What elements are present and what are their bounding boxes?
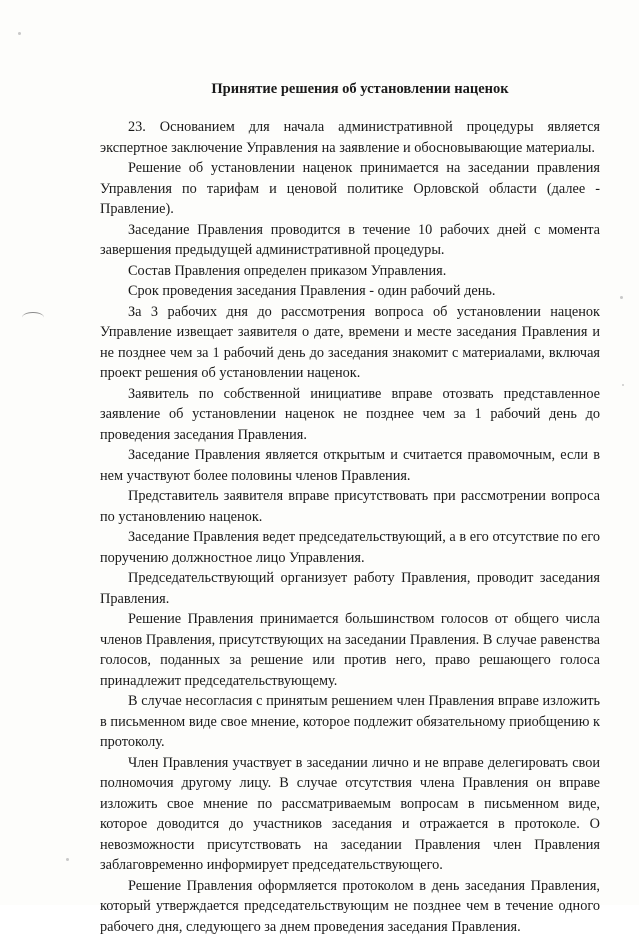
scan-speck — [622, 384, 624, 386]
paragraph: Заседание Правления является открытым и считается правомочным, если в нем участвуют более половины членов Правления. — [100, 445, 600, 486]
paragraph: Решение об установлении наценок принимается на заседании правления Управления по тарифам и ценовой политике Орловской области (далее - Правление). — [100, 158, 600, 220]
paragraph: Заседание Правления проводится в течение 10 рабочих дней с момента завершения предыдущей административной процедуры. — [100, 220, 600, 261]
paragraph: Решение Правления принимается большинством голосов от общего числа членов Правления, присутствующих на заседании Правления. В случае равенства голосов, поданных за решение или против него, право решающего голоса принадлежит председательствующему. — [100, 609, 600, 691]
paragraph: Срок проведения заседания Правления - один рабочий день. — [100, 281, 600, 302]
paragraph: Заявитель по собственной инициативе вправе отозвать представленное заявление об установлении наценок не позднее чем за 1 рабочий день до проведения заседания Правления. — [100, 384, 600, 446]
paragraph: Представитель заявителя вправе присутствовать при рассмотрении вопроса по установлению наценок. — [100, 486, 600, 527]
paragraph: Председательствующий организует работу Правления, проводит заседания Правления. — [100, 568, 600, 609]
paragraph: Заседание Правления ведет председательствующий, а в его отсутствие по его поручению должностное лицо Управления. — [100, 527, 600, 568]
paragraph: За 3 рабочих дня до рассмотрения вопроса об установлении наценок Управление извещает заявителя о дате, времени и месте заседания Правления и не позднее чем за 1 рабочий день до заседания знакомит с материалами, включая проект решения об установлении наценок. — [100, 302, 600, 384]
scan-speck — [18, 32, 21, 35]
paragraph: В случае несогласия с принятым решением член Правления вправе изложить в письменном виде свое мнение, которое подлежит обязательному приобщению к протоколу. — [100, 691, 600, 753]
paragraph: Состав Правления определен приказом Управления. — [100, 261, 600, 282]
paragraph: Член Правления участвует в заседании лично и не вправе делегировать свои полномочия другому лицу. В случае отсутствия члена Правления он вправе изложить свое мнение по рассматриваемым вопросам в письменном виде, которое доводится до участников заседания и отражается в протоколе. О невозможности присутствовать на заседании Правления член Правления заблаговременно информирует председательствующего. — [100, 753, 600, 876]
paragraph: 23. Основанием для начала административной процедуры является экспертное заключение Управления на заявление и обосновывающие материалы. — [100, 117, 600, 158]
document-title: Принятие решения об установлении наценок — [100, 79, 600, 100]
scan-edge-mark — [22, 312, 44, 323]
scan-speck — [620, 296, 623, 299]
paragraph: Решение Правления оформляется протоколом в день заседания Правления, который утверждается председательствующим не позднее чем в течение одного рабочего дня, следующего за днем проведения заседания Правления. — [100, 876, 600, 937]
scan-speck — [66, 858, 69, 861]
document-body — [100, 117, 600, 937]
